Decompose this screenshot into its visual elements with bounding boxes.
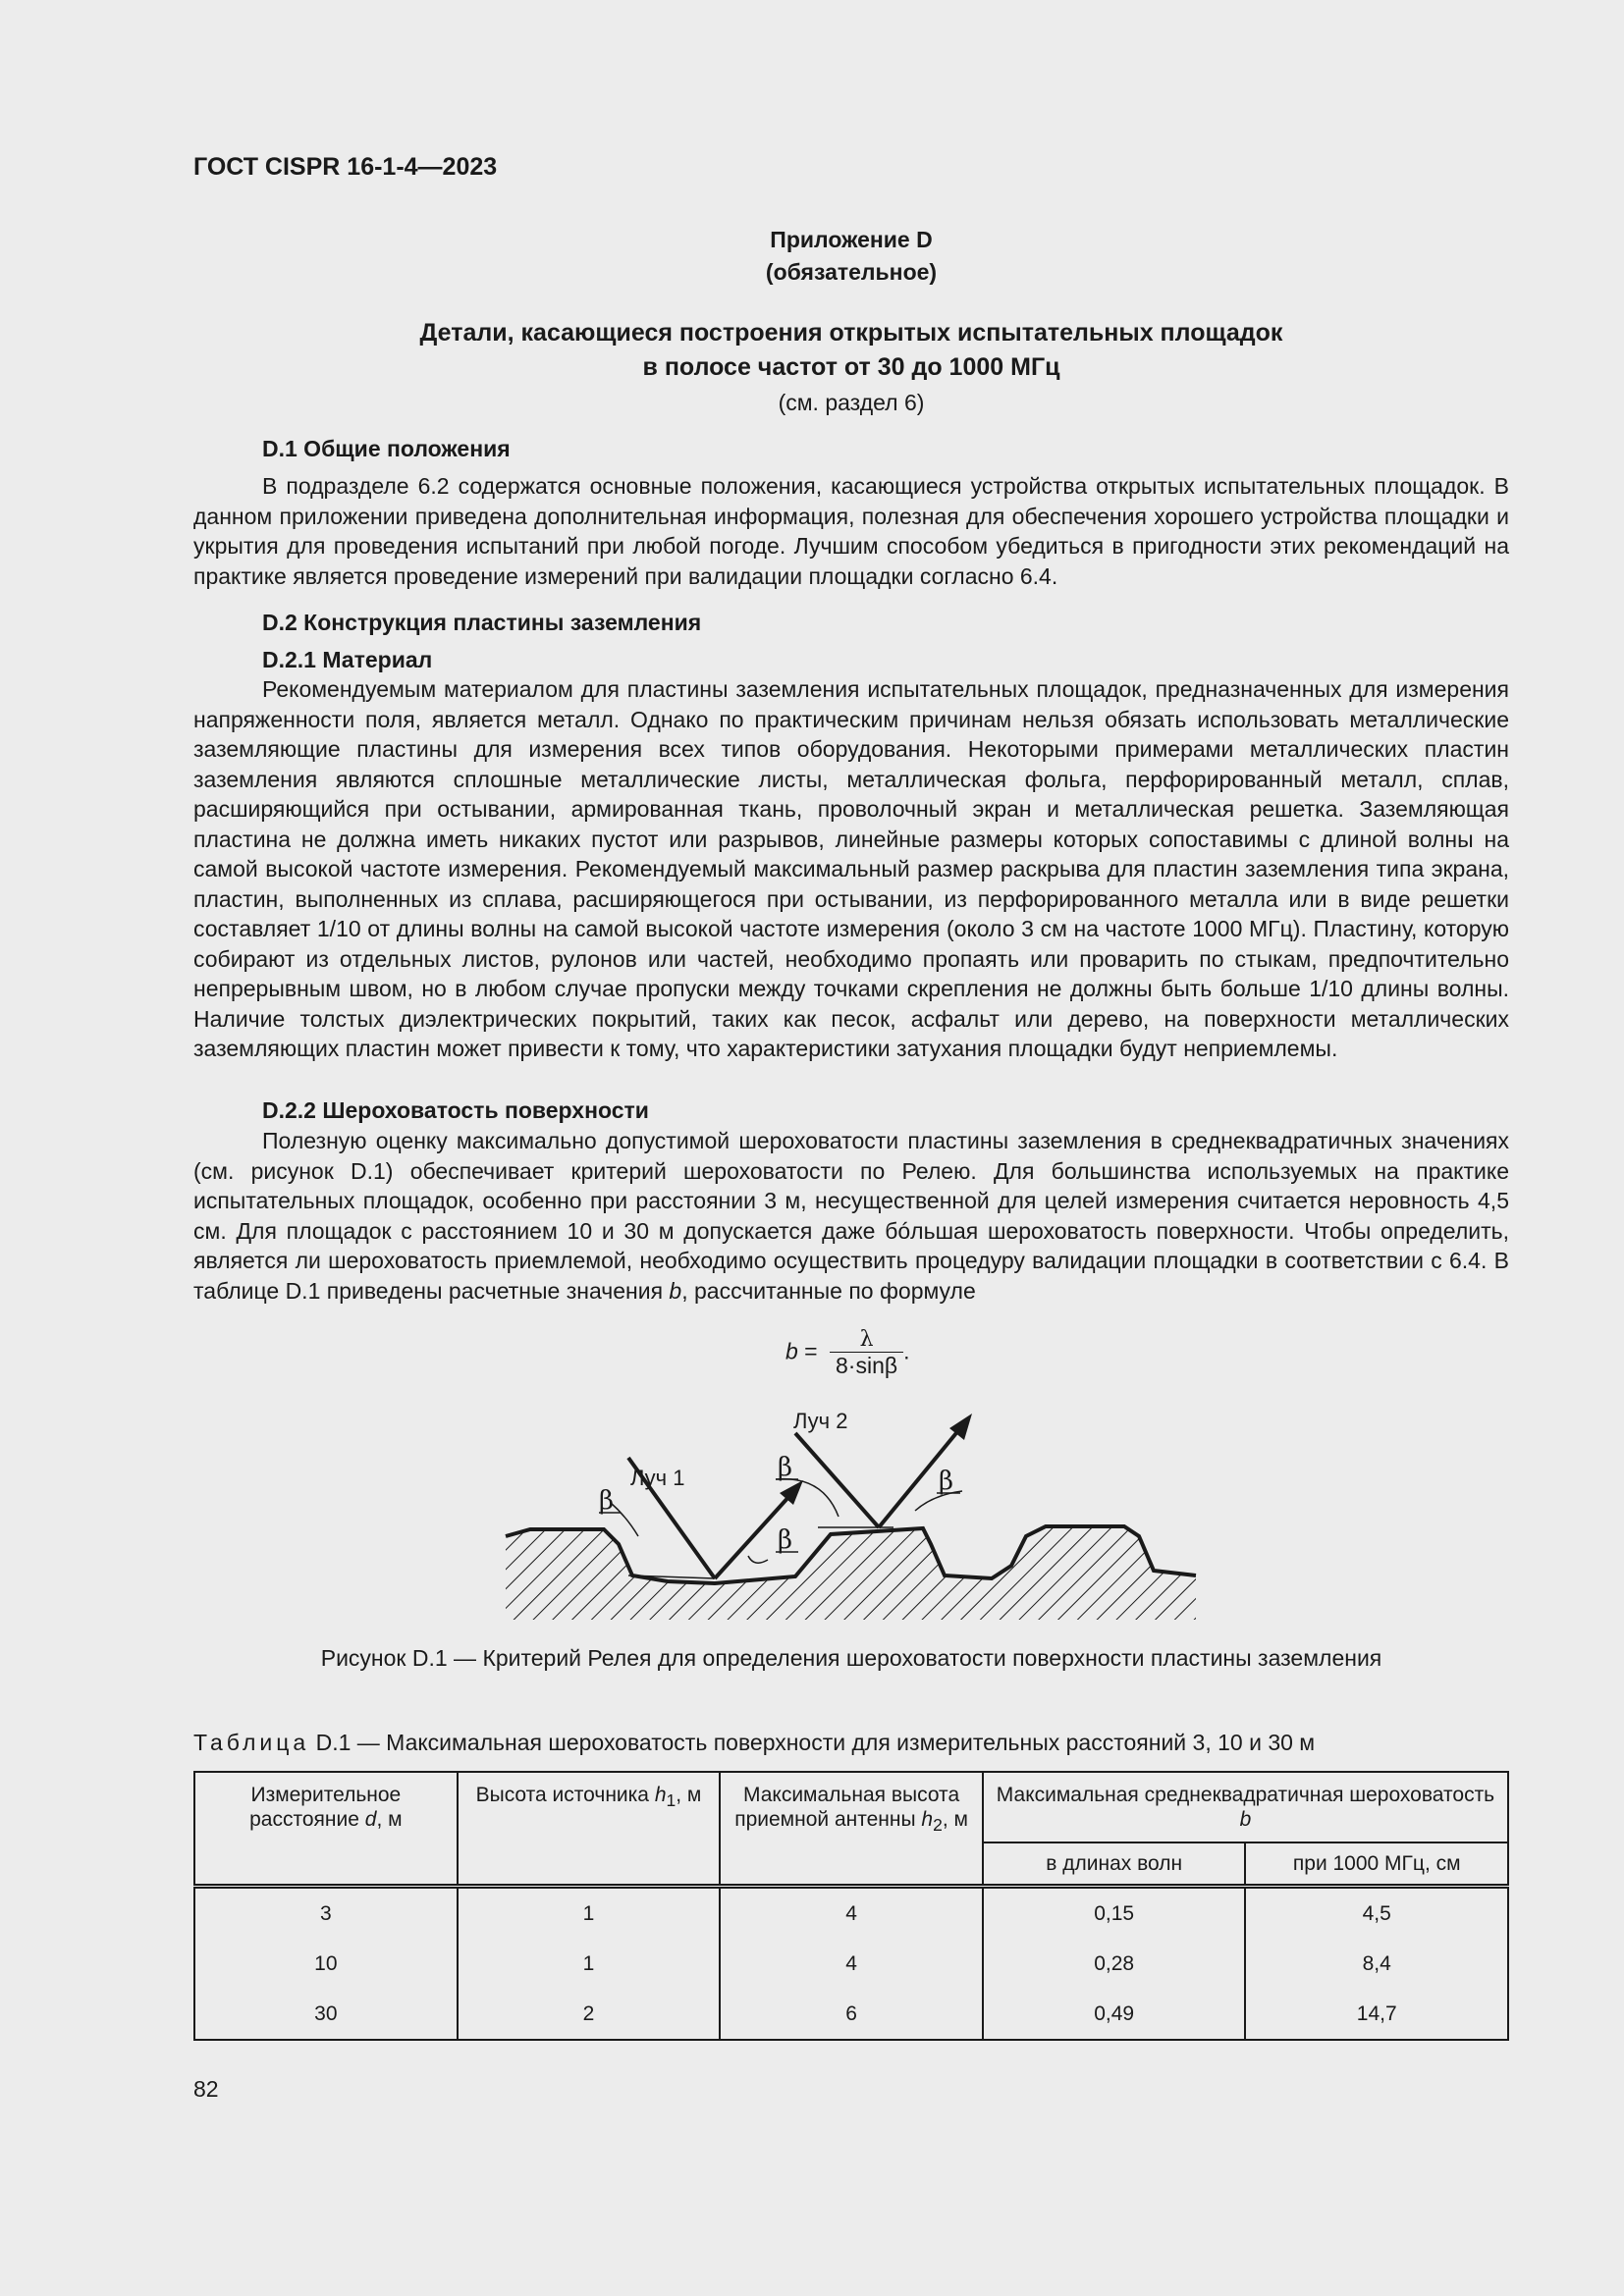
formula-fraction <box>830 1327 903 1379</box>
main-title-line-1: Детали, касающиеся построения открытых испытательных площадок <box>419 319 1283 347</box>
angle-arc <box>748 1556 768 1563</box>
angle-arc <box>611 1503 638 1536</box>
section-d2-heading: D.2 Конструкция пластины заземления <box>262 610 702 635</box>
column-header-cm: при 1000 МГц, см <box>1245 1842 1508 1887</box>
document-id: ГОСТ CISPR 16-1-4—2023 <box>193 153 498 181</box>
angle-arc <box>776 1479 839 1517</box>
rayleigh-formula: b = $\frac{\lambda}{8\cdot\sin\beta}$ . <box>785 1327 910 1378</box>
rayleigh-figure <box>501 1399 1208 1634</box>
column-header-rms-roughness: Максимальная среднеквадратичная шероховатость b <box>983 1772 1508 1842</box>
section-d22-text <box>193 1126 1509 1306</box>
beta-label: β <box>599 1486 615 1516</box>
section-d21-text <box>193 674 1509 1064</box>
cell-distance: 3 <box>194 1887 458 1940</box>
beta-label: β <box>778 1453 793 1482</box>
roughness-table <box>193 1771 1509 2041</box>
appendix-title: Приложение D <box>770 227 933 252</box>
paragraph: В подразделе 6.2 содержатся основные положения, касающиеся устройства открытых испытательных площадок. В данном приложении приведена дополнительная информация, полезная для обеспечения хорошего устройства площадки и укрытия для проведения испытаний при любой погоде. Лучшим способом убедиться в пригодности этих рекомендаций на практике является проведение измерений при валидации площадки согласно 6.4. <box>193 473 1509 589</box>
cell-receive-height: 6 <box>720 1989 983 2040</box>
paragraph: Полезную оценку максимально допустимой шероховатости пластины заземления в среднеквадратичных значениях (см. рисунок D.1) обеспечивает критерий шероховатости по Релею. Для большинства используемых на практике испытательных площадок, особенно при расстоянии 3 м, несущественной для целей измерения считается неровность 4,5 см. Для площадок с расстоянием 10 и 30 м допускается даже бóльшая шероховатость поверхности. Чтобы определить, является ли шероховатость приемлемой, необходимо осуществить процедуру валидации площадки в соответствии с 6.4. В таблице D.1 приведены расчетные значения b, рассчитанные по формуле <box>193 1128 1509 1304</box>
column-header-wavelengths: в длинах волн <box>983 1842 1246 1887</box>
section-d1-text <box>193 471 1509 591</box>
cell-receive-height: 4 <box>720 1939 983 1989</box>
formula-numerator: λ <box>830 1327 903 1353</box>
paragraph: Рекомендуемым материалом для пластины заземления испытательных площадок, предназначенных для измерения напряженности поля, является металл. Однако по практическим причинам нельзя обязать использовать металлические заземляющие пластины для измерения всех типов оборудования. Некоторыми примерами металлических пластин заземления являются сплошные металлические листы, металлическая фольга, перфорированный металл, сплав, расширяющийся при остывании, армированная ткань, проволочный экран и металлическая решетка. Заземляющая пластина не должна иметь никаких пустот или разрывов, линейные размеры которых сопоставимы с длиной волны на самой высокой частоте измерения. Рекомендуемый максимальный размер раскрыва для пластин заземления типа экрана, пластин, выполненных из сплава, расширяющегося при остывании, из перфорированного металла или в виде решетки составляет 1/10 от длины волны на самой высокой частоте измерения (около 3 см на частоте 1000 МГц). Пластину, которую собирают из отдельных листов, рулонов или частей, необходимо пропаять или проварить по стыкам, предпочтительно непрерывным швом, но в любом случае пропуски между точками скрепления не должны быть больше 1/10 длины волны. Наличие толстых диэлектрических покрытий, таких как песок, асфальт или дерево, на поверхности металлических заземляющих пластин может привести к тому, что характеристики затухания площадки будут неприемлемы. <box>193 676 1509 1061</box>
cell-wavelengths: 0,28 <box>983 1939 1246 1989</box>
formula-lhs: b <box>785 1338 798 1364</box>
formula-denominator: 8·sinβ <box>836 1353 898 1378</box>
main-title-line-2: в полосе частот от 30 до 1000 МГц <box>642 353 1060 381</box>
table-row <box>194 1887 1508 1940</box>
column-header-source-height: Высота источника $h_1$, м <box>458 1772 721 1887</box>
variable-b: b <box>669 1277 682 1304</box>
cell-distance: 10 <box>194 1939 458 1989</box>
section-d21-heading: D.2.1 Материал <box>262 647 433 672</box>
section-reference: (см. раздел 6) <box>778 390 925 415</box>
cell-source-height: 2 <box>458 1989 721 2040</box>
cell-source-height: 1 <box>458 1887 721 1940</box>
figure-caption: Рисунок D.1 — Критерий Релея для определения шероховатости поверхности пластины заземления <box>320 1645 1382 1671</box>
cell-cm: 8,4 <box>1245 1939 1508 1989</box>
table-title: Таблица D.1 — Максимальная шероховатость поверхности для измерительных расстояний 3, 10 и 30 м <box>193 1730 1316 1755</box>
column-header-distance: Измерительное расстояние d, м <box>194 1772 458 1887</box>
section-d1-heading: D.1 Общие положения <box>262 436 511 461</box>
cell-cm: 14,7 <box>1245 1989 1508 2040</box>
table-row <box>194 1989 1508 2040</box>
ray-2-label: Луч 2 <box>793 1409 848 1433</box>
cell-source-height: 1 <box>458 1939 721 1989</box>
cell-wavelengths: 0,15 <box>983 1887 1246 1940</box>
section-d22-heading: D.2.2 Шероховатость поверхности <box>262 1097 649 1123</box>
page-number: 82 <box>193 2076 219 2102</box>
appendix-status: (обязательное) <box>765 259 938 285</box>
column-header-receive-height: Максимальная высота приемной антенны $h_2$, м <box>720 1772 983 1887</box>
cell-cm: 4,5 <box>1245 1887 1508 1940</box>
table-word: Таблица <box>193 1730 310 1755</box>
appendix-heading <box>193 224 1509 289</box>
ray-1-label: Луч 1 <box>630 1466 685 1490</box>
cell-wavelengths: 0,49 <box>983 1989 1246 2040</box>
cell-receive-height: 4 <box>720 1887 983 1940</box>
table-row <box>194 1939 1508 1989</box>
appendix-main-title <box>193 316 1509 385</box>
cell-distance: 30 <box>194 1989 458 2040</box>
beta-label: β <box>778 1525 793 1555</box>
beta-label: β <box>939 1467 954 1496</box>
